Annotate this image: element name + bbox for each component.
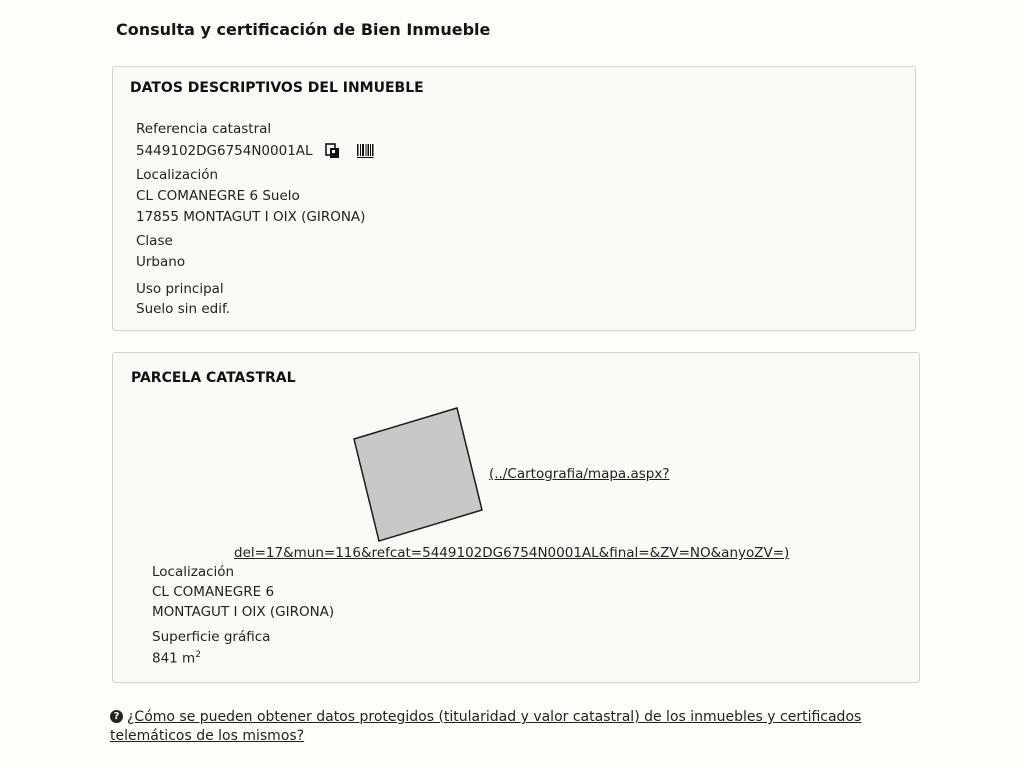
page-title: Consulta y certificación de Bien Inmueble [116, 20, 491, 39]
location-line1: CL COMANEGRE 6 Suelo [136, 188, 300, 204]
graphic-area-value [152, 650, 201, 667]
parcel-title: PARCELA CATASTRAL [131, 370, 296, 386]
parcel-location-line2: MONTAGUT I OIX (GIRONA) [152, 604, 335, 620]
parcel-location-label: Localización [152, 564, 235, 580]
cadastral-ref-value: 5449102DG6754N0001AL [136, 143, 313, 159]
parcel-shape[interactable] [348, 403, 488, 543]
parcel-map-link-line1[interactable]: (../Cartografia/mapa.aspx? [489, 466, 670, 482]
main-use-value: Suelo sin edif. [136, 301, 231, 317]
help-link-line2[interactable]: telemáticos de los mismos? [110, 728, 305, 744]
copy-icon[interactable] [325, 143, 341, 159]
class-value: Urbano [136, 254, 186, 270]
graphic-area-unit-exponent: 2 [195, 650, 201, 660]
help-link-line1[interactable]: ¿Cómo se pueden obtener datos protegidos (titularidad y valor catastral) de los inmuebles y certificados [127, 709, 862, 725]
graphic-area-number: 841 m [152, 650, 196, 667]
location-label: Localización [136, 167, 219, 183]
class-label: Clase [136, 233, 173, 249]
main-use-label: Uso principal [136, 281, 224, 297]
graphic-area-label: Superficie gráfica [152, 629, 271, 645]
location-line2: 17855 MONTAGUT I OIX (GIRONA) [136, 209, 366, 225]
parcel-location-line1: CL COMANEGRE 6 [152, 584, 275, 600]
help-icon: ? [110, 710, 123, 723]
parcel-polygon[interactable] [354, 408, 482, 541]
barcode-icon[interactable] [356, 143, 374, 159]
parcel-map-link-line2[interactable]: del=17&mun=116&refcat=5449102DG6754N0001AL&final=&ZV=NO&anyoZV=) [234, 545, 790, 561]
cadastral-ref-label: Referencia catastral [136, 121, 272, 137]
descriptive-data-title: DATOS DESCRIPTIVOS DEL INMUEBLE [130, 80, 424, 96]
